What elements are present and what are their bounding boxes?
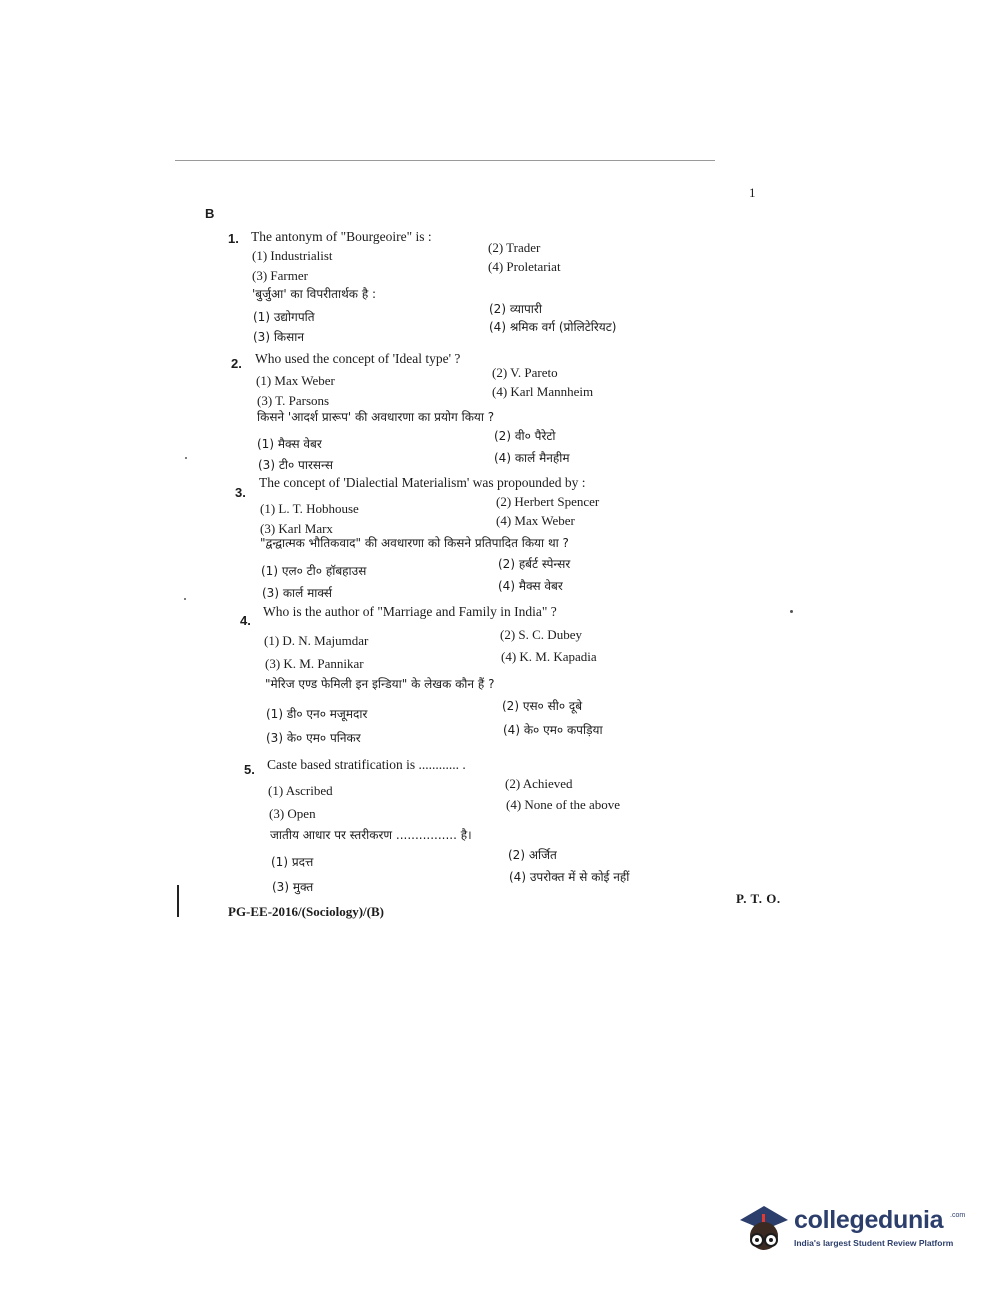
option-hi-2: (2) अर्जित (508, 848, 557, 862)
scan-speck (790, 610, 793, 613)
logo-tagline: India's largest Student Review Platform (794, 1238, 954, 1248)
option-hi-4: (4) उपरोक्त में से कोई नहीं (509, 870, 630, 884)
question-text-hi: "द्वन्द्वात्मक भौतिकवाद" की अवधारणा को किसने प्रतिपादित किया था ? (260, 536, 569, 550)
option-hi-2: (2) व्यापारी (489, 302, 542, 316)
collegedunia-logo (734, 1196, 964, 1266)
question-number: 1. (228, 231, 239, 246)
question-number: 4. (240, 613, 251, 628)
question-number: 2. (231, 356, 242, 371)
option-hi-1: (1) डी० एन० मजूमदार (266, 707, 368, 721)
option-en-1: (1) L. T. Hobhouse (260, 501, 359, 516)
pto-label: P. T. O. (736, 891, 781, 906)
option-en-2: (2) Achieved (505, 776, 573, 791)
option-hi-3: (3) कार्ल मार्क्स (262, 586, 332, 600)
option-hi-3: (3) के० एम० पनिकर (266, 731, 361, 745)
option-hi-2: (2) वी० पैरेटो (494, 429, 556, 443)
mascot-icon (734, 1200, 794, 1260)
option-hi-4: (4) श्रमिक वर्ग (प्रोलिटेरियट) (489, 320, 617, 334)
question-number: 5. (244, 762, 255, 777)
logo-wordmark: collegedunia (794, 1206, 944, 1234)
option-en-4: (4) Max Weber (496, 513, 575, 528)
question-number: 3. (235, 485, 246, 500)
option-en-3: (3) Karl Marx (260, 521, 333, 536)
option-hi-1: (1) मैक्स वेबर (257, 437, 322, 451)
option-hi-1: (1) उद्योगपति (253, 310, 315, 324)
question-text-hi: किसने 'आदर्श प्रारूप' की अवधारणा का प्रयोग किया ? (257, 410, 495, 424)
question-text-en: Caste based stratification is ............ . (267, 757, 466, 772)
option-en-4: (4) K. M. Kapadia (501, 649, 597, 664)
option-en-2: (2) S. C. Dubey (500, 627, 582, 642)
logo-domain: .com (950, 1212, 966, 1219)
set-code: B (205, 206, 215, 221)
option-en-3: (3) Farmer (252, 268, 308, 283)
question-text-en: Who is the author of "Marriage and Family in India" ? (263, 604, 557, 619)
option-hi-3: (3) किसान (253, 330, 305, 344)
option-hi-4: (4) के० एम० कपड़िया (503, 723, 603, 737)
option-hi-3: (3) टी० पारसन्स (258, 458, 333, 472)
option-en-2: (2) Trader (488, 240, 541, 255)
question-text-hi: जातीय आधार पर स्तरीकरण ................ है। (270, 828, 472, 842)
scan-speck (185, 457, 187, 459)
question-text-en: Who used the concept of 'Ideal type' ? (255, 351, 461, 366)
question-text-hi: 'बुर्जुआ' का विपरीतार्थक है : (252, 287, 377, 301)
page-number: 1 (749, 185, 756, 200)
option-en-4: (4) Karl Mannheim (492, 384, 594, 399)
scan-speck (184, 598, 186, 600)
option-en-1: (1) D. N. Majumdar (264, 633, 369, 648)
option-hi-1: (1) एल० टी० हॉबहाउस (261, 564, 367, 578)
option-en-3: (3) T. Parsons (257, 393, 330, 408)
option-en-3: (3) Open (269, 806, 316, 821)
option-en-1: (1) Max Weber (256, 373, 335, 388)
option-en-2: (2) V. Pareto (492, 365, 558, 380)
margin-mark (177, 885, 179, 917)
paper-code: PG-EE-2016/(Sociology)/(B) (228, 904, 384, 919)
top-rule (175, 160, 715, 161)
question-text-en: The antonym of "Bourgeoire" is : (251, 229, 432, 244)
option-hi-4: (4) मैक्स वेबर (498, 579, 563, 593)
option-hi-2: (2) हर्बर्ट स्पेन्सर (498, 557, 571, 571)
question-text-hi: "मेरिज एण्ड फेमिली इन इन्डिया" के लेखक कौन हैं ? (265, 677, 495, 691)
option-en-4: (4) None of the above (506, 797, 621, 812)
question-text-en: The concept of 'Dialectial Materialism' was propounded by : (259, 475, 586, 490)
option-hi-4: (4) कार्ल मैनहीम (494, 451, 570, 465)
option-en-2: (2) Herbert Spencer (496, 494, 600, 509)
option-en-1: (1) Industrialist (252, 248, 333, 263)
option-en-4: (4) Proletariat (488, 259, 561, 274)
option-hi-2: (2) एस० सी० दूबे (502, 699, 583, 713)
option-en-3: (3) K. M. Pannikar (265, 656, 364, 671)
option-hi-3: (3) मुक्त (272, 880, 314, 894)
option-hi-1: (1) प्रदत्त (271, 855, 314, 869)
option-en-1: (1) Ascribed (268, 783, 333, 798)
